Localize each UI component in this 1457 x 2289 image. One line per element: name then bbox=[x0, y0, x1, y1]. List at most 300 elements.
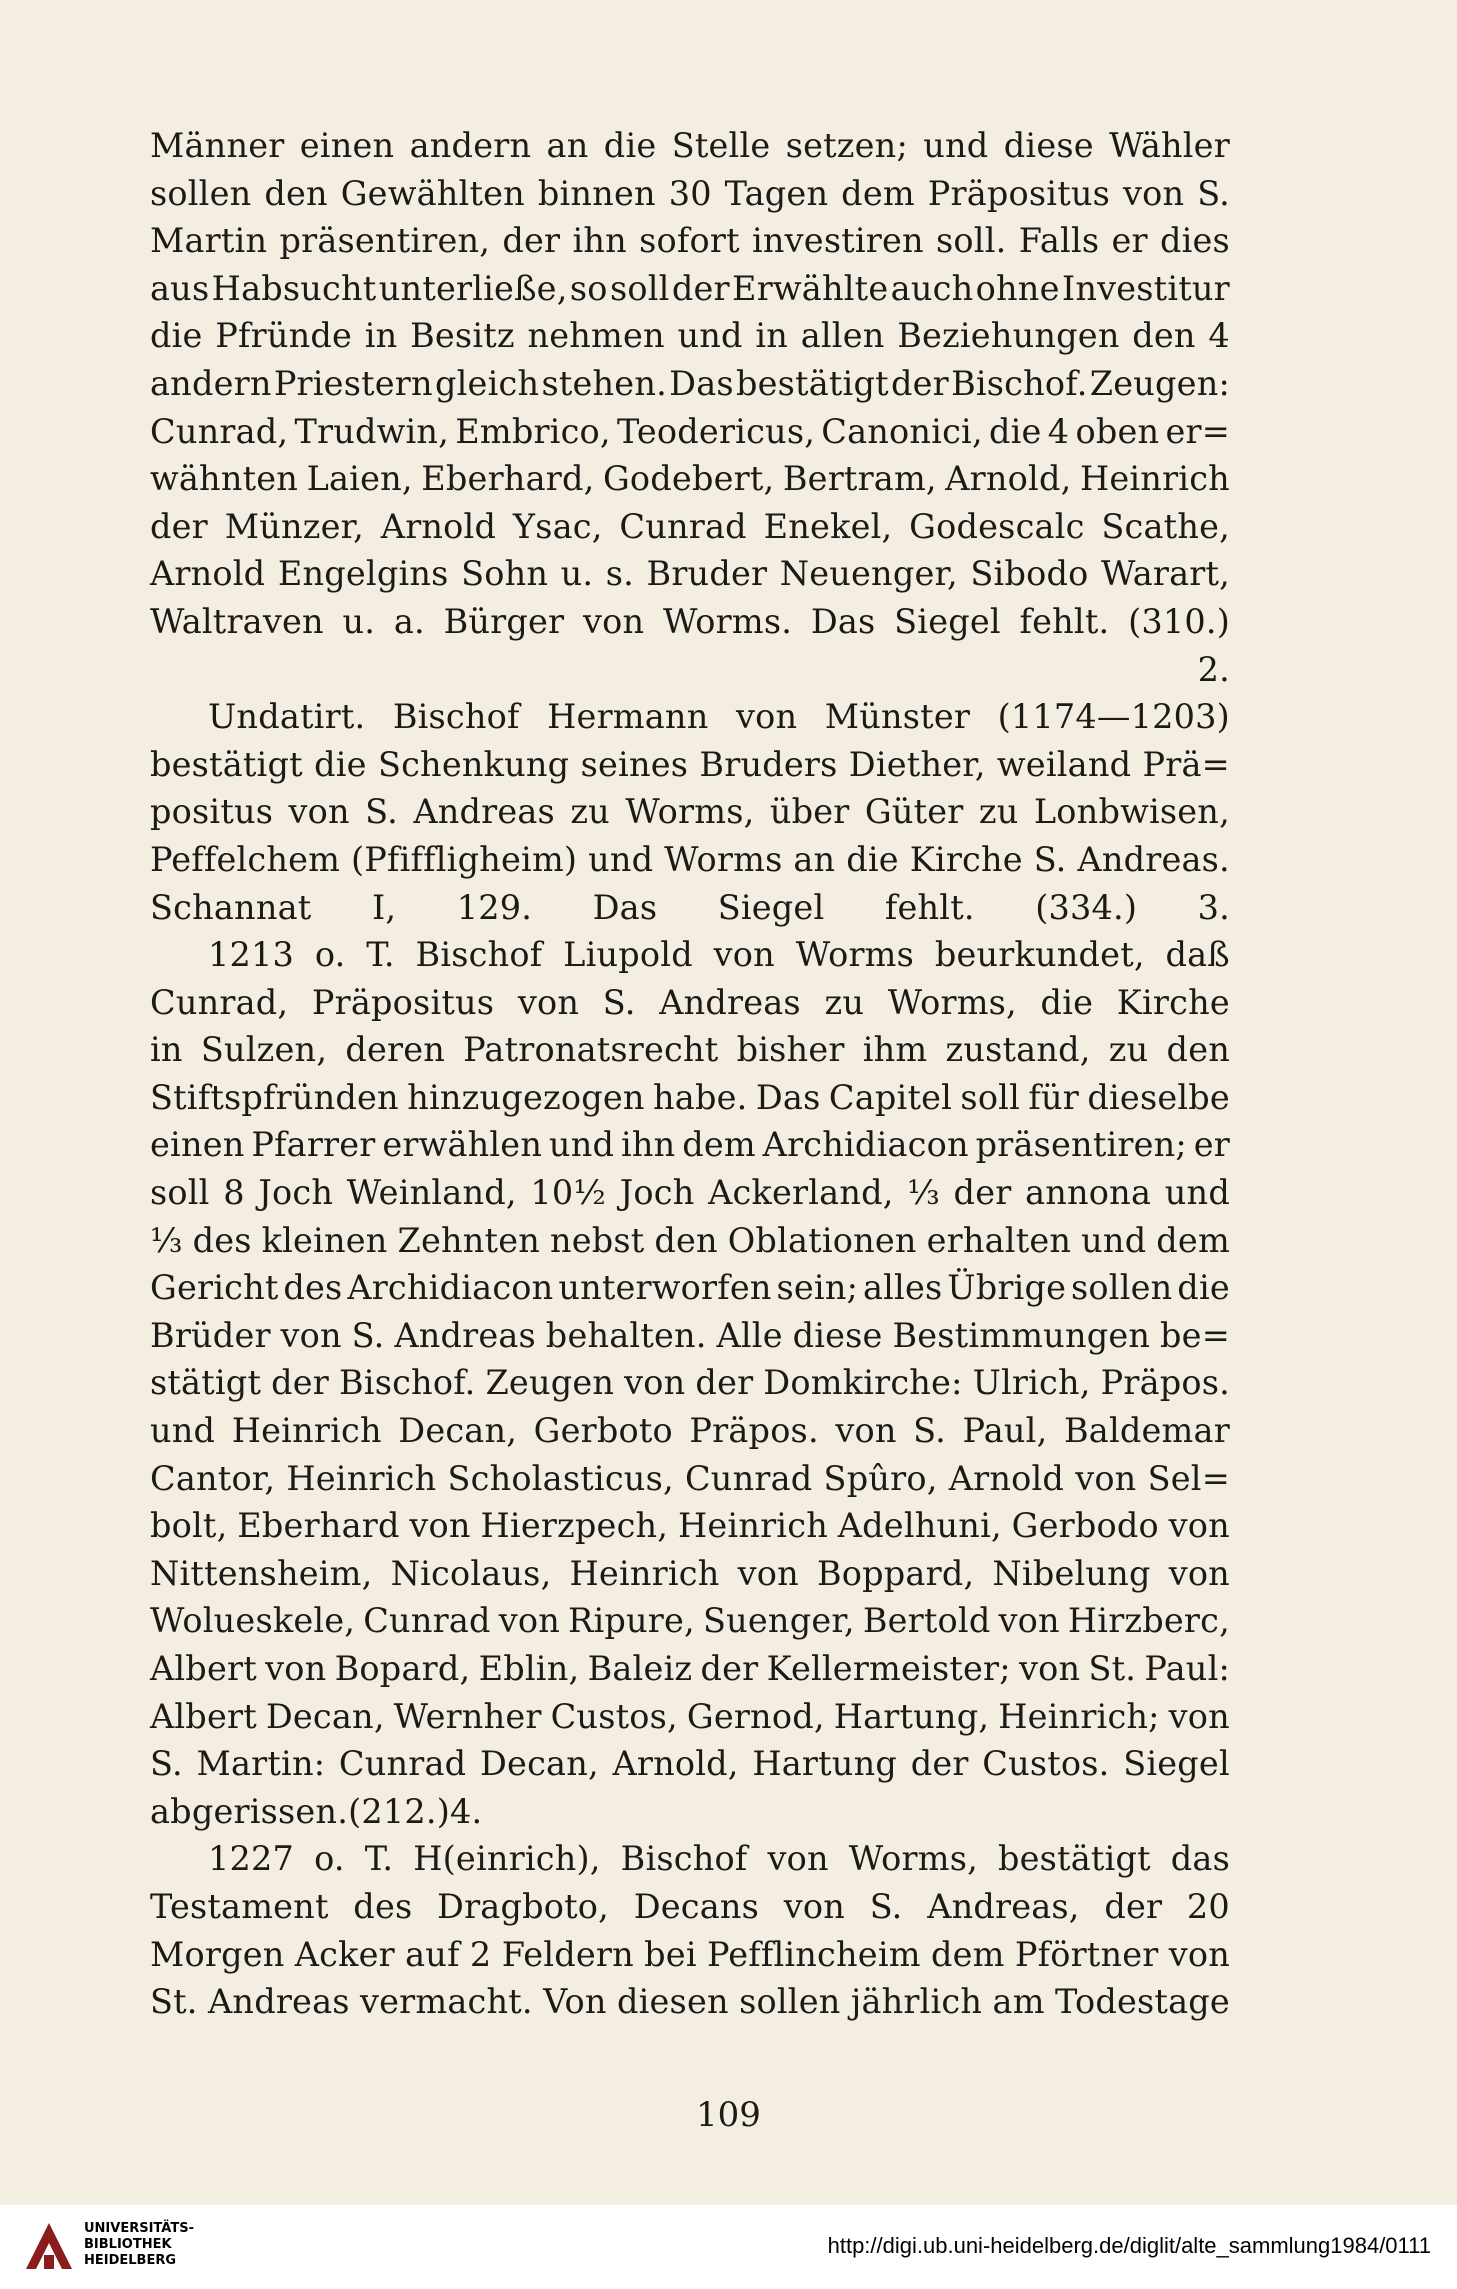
word: der bbox=[700, 1649, 759, 1688]
word: Cunrad, bbox=[150, 982, 289, 1022]
word: Habsucht bbox=[211, 268, 377, 308]
word: soll bbox=[150, 1173, 210, 1213]
word: an bbox=[793, 839, 836, 879]
word: von bbox=[835, 1411, 897, 1451]
word: Heinrich bbox=[677, 1506, 828, 1546]
word: den bbox=[1166, 1030, 1230, 1070]
word: Decan, bbox=[265, 1696, 385, 1736]
word: diese bbox=[1003, 126, 1094, 165]
word: am bbox=[992, 1982, 1045, 2022]
word: Scholasticus, bbox=[447, 1458, 674, 1498]
word: Eberhard bbox=[237, 1506, 400, 1546]
word: Baleiz bbox=[587, 1649, 693, 1688]
text-line bbox=[150, 360, 1230, 408]
word: Hartung, bbox=[833, 1696, 990, 1736]
word: von bbox=[735, 697, 798, 737]
word: a. bbox=[393, 601, 425, 641]
word: von bbox=[1168, 1506, 1230, 1546]
word: nebst bbox=[549, 1220, 645, 1260]
text-line bbox=[150, 550, 1230, 598]
word: Gerbodo bbox=[1011, 1506, 1159, 1546]
word: des bbox=[192, 1220, 252, 1260]
word: Liupold bbox=[563, 935, 693, 975]
word: Bischof bbox=[620, 1839, 748, 1879]
text-line bbox=[150, 1121, 1230, 1169]
word: Embrico, bbox=[455, 411, 611, 451]
word: soll. bbox=[936, 221, 1007, 261]
word: 4 bbox=[1047, 411, 1070, 451]
word: diesen bbox=[616, 1982, 729, 2022]
word: Zeugen: bbox=[1089, 363, 1230, 403]
word: (310.) bbox=[1128, 601, 1230, 641]
text-line bbox=[150, 836, 1230, 884]
text-line bbox=[150, 1455, 1230, 1503]
word: von bbox=[1122, 173, 1185, 213]
word: bestätigt bbox=[997, 1839, 1151, 1879]
word: von bbox=[265, 1649, 327, 1688]
word: allen bbox=[800, 316, 885, 356]
word: Bürger bbox=[443, 601, 565, 641]
word: Cunrad, bbox=[150, 411, 289, 451]
word: ihn bbox=[572, 221, 627, 261]
word: präsentiren; bbox=[975, 1125, 1187, 1165]
word: Worms, bbox=[848, 1839, 978, 1879]
word: T. bbox=[364, 1839, 394, 1879]
word: Ulrich, bbox=[972, 1363, 1091, 1403]
word: Gericht bbox=[150, 1268, 279, 1308]
word: Sulzen, bbox=[200, 1030, 328, 1070]
word: I, bbox=[371, 887, 397, 927]
word: Nibelung bbox=[992, 1553, 1151, 1593]
word: von bbox=[783, 1886, 846, 1926]
word: auf bbox=[405, 1934, 460, 1974]
word: o. bbox=[314, 1839, 345, 1879]
word: Pförtner bbox=[1014, 1934, 1159, 1974]
word: Ysac, bbox=[512, 506, 603, 546]
word: unterließe, bbox=[378, 268, 568, 308]
word: Arnold bbox=[948, 1458, 1065, 1498]
word: Das bbox=[592, 887, 658, 927]
word: Arnold, bbox=[612, 1744, 739, 1784]
word: Nittensheim, bbox=[150, 1553, 373, 1593]
word: die bbox=[314, 744, 367, 784]
word: Suenger, bbox=[702, 1601, 855, 1641]
word: Wolueskele, bbox=[150, 1601, 356, 1641]
word: von bbox=[1168, 1934, 1230, 1974]
word: zu bbox=[824, 982, 865, 1022]
word: der bbox=[271, 1363, 329, 1403]
text-line bbox=[150, 1502, 1230, 1550]
word: Güter bbox=[864, 792, 964, 832]
word: von bbox=[409, 1506, 471, 1546]
word: den bbox=[654, 1220, 718, 1260]
word: aus bbox=[150, 268, 210, 308]
word: Hermann bbox=[547, 697, 709, 737]
word: Schannat bbox=[150, 887, 312, 927]
word: Neuenger, bbox=[779, 554, 958, 594]
word: Nicolaus, bbox=[390, 1553, 552, 1593]
word: Bertold bbox=[862, 1601, 991, 1641]
word: erwählen bbox=[382, 1125, 543, 1165]
word: Decans bbox=[633, 1886, 760, 1926]
word: in bbox=[150, 1030, 183, 1070]
word: Schenkung bbox=[377, 744, 570, 784]
word: (1174—1203) bbox=[997, 697, 1230, 737]
word: ohne bbox=[975, 268, 1060, 308]
word: Cunrad bbox=[338, 1744, 467, 1784]
word: Dragboto, bbox=[437, 1886, 610, 1926]
word: Zehnten bbox=[397, 1220, 540, 1260]
word: Wernher bbox=[393, 1696, 542, 1736]
word: bei bbox=[644, 1934, 697, 1974]
text-line bbox=[150, 931, 1230, 979]
word: und bbox=[923, 126, 989, 165]
text-line bbox=[150, 1931, 1230, 1979]
word: bisher bbox=[736, 1030, 845, 1070]
word: Gerboto bbox=[533, 1411, 673, 1451]
word: Adelhuni, bbox=[837, 1506, 1002, 1546]
word: Capitel bbox=[828, 1077, 953, 1117]
word: Eblin, bbox=[478, 1649, 580, 1688]
word: Präpos. bbox=[1100, 1363, 1230, 1403]
word: zustand, bbox=[945, 1030, 1091, 1070]
word: Teodericus, bbox=[616, 411, 816, 451]
word: Heinrich bbox=[231, 1411, 382, 1451]
word: er bbox=[1193, 1125, 1230, 1165]
word: setzen; bbox=[785, 126, 908, 165]
text-line bbox=[150, 598, 1230, 646]
word: von bbox=[288, 792, 350, 832]
word: er bbox=[1111, 221, 1148, 261]
word: Hirzberc, bbox=[1067, 1601, 1230, 1641]
word: Laien, bbox=[306, 459, 413, 499]
word: zu bbox=[978, 792, 1019, 832]
word: Präpos. bbox=[689, 1411, 819, 1451]
word: Gernod, bbox=[686, 1696, 825, 1736]
text-line bbox=[150, 884, 1230, 932]
word: daß bbox=[1165, 935, 1230, 975]
text-line bbox=[150, 1693, 1230, 1741]
word: Sohn bbox=[461, 554, 549, 594]
word: Ackerland, bbox=[708, 1173, 894, 1213]
word: Hierzpech, bbox=[480, 1506, 669, 1546]
word: 2 bbox=[469, 1934, 492, 1974]
word: die bbox=[603, 126, 657, 165]
word: ⅓ bbox=[150, 1220, 183, 1260]
word: Kirche bbox=[1116, 982, 1230, 1022]
word: Cantor, bbox=[150, 1458, 276, 1498]
word: in bbox=[364, 316, 398, 356]
word: dem bbox=[682, 1125, 756, 1165]
word: Münzer, bbox=[224, 506, 364, 546]
word: S. bbox=[351, 1315, 385, 1355]
word: 8 bbox=[223, 1173, 245, 1213]
word: u. bbox=[560, 554, 594, 594]
word: Archidiacon bbox=[762, 1125, 969, 1165]
word: präsentiren, bbox=[279, 221, 491, 261]
word: Feldern bbox=[501, 1934, 634, 1974]
word: vermacht. bbox=[360, 1982, 533, 2022]
word: Domkirche: bbox=[763, 1363, 963, 1403]
word: Lonbwisen, bbox=[1033, 792, 1230, 832]
word: Bischof bbox=[415, 935, 543, 975]
word: die bbox=[1040, 982, 1094, 1022]
word: Heinrich; bbox=[998, 1696, 1160, 1736]
text-line bbox=[150, 1597, 1230, 1645]
word: Cunrad bbox=[684, 1458, 813, 1498]
word: dem bbox=[930, 1934, 1005, 1974]
word: Godebert, bbox=[602, 459, 775, 499]
word: Peffelchem bbox=[150, 839, 341, 879]
word: Worms bbox=[664, 839, 783, 879]
word: Männer bbox=[150, 126, 285, 165]
word: von bbox=[1075, 1458, 1137, 1498]
word: Bischof. bbox=[338, 1363, 476, 1403]
word: S. bbox=[602, 982, 636, 1022]
word: den bbox=[1132, 316, 1196, 356]
word: 4. bbox=[450, 1791, 483, 1831]
word: Joch bbox=[619, 1173, 695, 1213]
word: auch bbox=[890, 268, 974, 308]
text-line bbox=[150, 1407, 1230, 1455]
word: Münster bbox=[824, 697, 971, 737]
word: in bbox=[755, 316, 789, 356]
word: 20 bbox=[1186, 1886, 1230, 1926]
word: soll bbox=[609, 268, 670, 308]
word: Bischof bbox=[392, 697, 520, 737]
word: Spûro, bbox=[823, 1458, 938, 1498]
word: Scathe, bbox=[1101, 506, 1230, 546]
word: den bbox=[264, 173, 328, 213]
word: Cunrad bbox=[619, 506, 747, 546]
word: Albert bbox=[150, 1696, 257, 1736]
word: das bbox=[1170, 1839, 1230, 1879]
word: von bbox=[498, 1601, 560, 1641]
word: stehen. bbox=[541, 363, 667, 403]
word: und bbox=[1081, 1220, 1147, 1260]
word: ihm bbox=[862, 1030, 928, 1070]
word: Testament bbox=[150, 1886, 329, 1926]
word: Besitz bbox=[410, 316, 515, 356]
text-line bbox=[150, 1550, 1230, 1598]
word: o. bbox=[314, 935, 346, 975]
word: Siegel bbox=[717, 887, 825, 927]
word: Godescalc bbox=[909, 506, 1085, 546]
word: und bbox=[548, 1125, 615, 1165]
word: Von bbox=[543, 1982, 607, 2022]
word: zu bbox=[1108, 1030, 1149, 1070]
word: Gewählten bbox=[340, 173, 525, 213]
word: Joch bbox=[258, 1173, 334, 1213]
text-line bbox=[150, 170, 1230, 218]
word: dieselbe bbox=[1087, 1077, 1230, 1117]
word: an bbox=[546, 126, 589, 165]
word: der bbox=[910, 1744, 969, 1784]
word: Worms bbox=[795, 935, 915, 975]
word: Bruder bbox=[646, 554, 768, 594]
word: Andreas bbox=[394, 1315, 536, 1355]
text-line bbox=[150, 503, 1230, 551]
word: Hartung bbox=[752, 1744, 898, 1784]
word: investiren bbox=[751, 221, 924, 261]
word: diese bbox=[792, 1315, 883, 1355]
word: deren bbox=[345, 1030, 446, 1070]
word: sollen bbox=[150, 173, 252, 213]
word: Tagen bbox=[724, 173, 829, 213]
word: Albert bbox=[150, 1649, 257, 1688]
body-text bbox=[150, 122, 1230, 2026]
word: stätigt bbox=[150, 1363, 262, 1403]
word: Diether, bbox=[848, 744, 986, 784]
word: Alle bbox=[716, 1315, 783, 1355]
text-line bbox=[150, 1312, 1230, 1360]
word: annona bbox=[1025, 1173, 1152, 1213]
word: Waltraven bbox=[150, 601, 324, 641]
word: Eberhard, bbox=[421, 459, 595, 499]
word: Paul, bbox=[962, 1411, 1048, 1451]
word: Arnold bbox=[380, 506, 497, 546]
word: S. bbox=[913, 1411, 946, 1451]
word: Arnold, bbox=[945, 459, 1072, 499]
word: unterworfen bbox=[558, 1268, 772, 1308]
word: einen bbox=[299, 126, 395, 165]
word: S. bbox=[365, 792, 398, 832]
word: Martin: bbox=[196, 1744, 326, 1784]
text-line bbox=[150, 122, 1230, 170]
word: be= bbox=[1160, 1315, 1230, 1355]
word: Weinland, bbox=[346, 1173, 517, 1213]
word: St. bbox=[1088, 1649, 1137, 1688]
word: von bbox=[624, 1363, 686, 1403]
text-line bbox=[150, 455, 1230, 503]
word: und bbox=[1164, 1173, 1230, 1213]
word: des bbox=[353, 1886, 413, 1926]
word: und bbox=[150, 1411, 216, 1451]
word: (Pfiffligheim) bbox=[351, 839, 578, 879]
word: positus bbox=[150, 792, 274, 832]
word: S. bbox=[150, 1744, 183, 1784]
text-line bbox=[150, 979, 1230, 1027]
text-line bbox=[150, 265, 1230, 313]
text-line bbox=[150, 1978, 1230, 2026]
word: Wähler bbox=[1109, 126, 1230, 165]
word: Undatirt. bbox=[208, 697, 366, 737]
word: Siegel bbox=[1123, 1744, 1230, 1784]
word: Patronatsrecht bbox=[463, 1030, 719, 1070]
word: Siegel bbox=[894, 601, 1001, 641]
word: Bischof. bbox=[951, 363, 1088, 403]
word: Andreas, bbox=[927, 1886, 1080, 1926]
word: 3. bbox=[1197, 887, 1230, 927]
text-line bbox=[150, 693, 1230, 741]
word: Präpositus bbox=[927, 173, 1111, 213]
word: Worms. bbox=[662, 601, 793, 641]
word: S. bbox=[1197, 173, 1230, 213]
word: Stiftspfründen bbox=[150, 1077, 399, 1117]
word: bestätigt bbox=[150, 744, 303, 784]
word: der bbox=[671, 268, 730, 308]
word: von bbox=[1168, 1696, 1230, 1736]
word: Bruders bbox=[699, 744, 838, 784]
word: habe. bbox=[653, 1077, 748, 1117]
word: Archidiacon bbox=[347, 1268, 554, 1308]
word: für bbox=[1028, 1077, 1079, 1117]
word: von bbox=[1168, 1553, 1230, 1593]
word: Bertram, bbox=[782, 459, 937, 499]
text-line bbox=[150, 1740, 1230, 1788]
word: der bbox=[502, 221, 561, 261]
word: 4 bbox=[1208, 316, 1230, 356]
word: Martin bbox=[150, 221, 268, 261]
text-line bbox=[150, 1074, 1230, 1122]
word: Enekel, bbox=[763, 506, 893, 546]
text-line bbox=[150, 788, 1230, 836]
word: dies bbox=[1159, 221, 1230, 261]
word: 30 bbox=[668, 173, 712, 213]
text-line bbox=[150, 1169, 1230, 1217]
word: Präpositus bbox=[311, 982, 495, 1022]
text-line bbox=[150, 1264, 1230, 1312]
source-url-link[interactable]: http://digi.ub.uni-heidelberg.de/diglit/alte_sammlung1984/0111 bbox=[827, 2233, 1431, 2258]
word: s. bbox=[605, 554, 635, 594]
word: binnen bbox=[537, 173, 656, 213]
page-number: 109 bbox=[696, 2095, 761, 2135]
word: Heinrich bbox=[286, 1458, 437, 1498]
word: Bestimmungen bbox=[892, 1315, 1151, 1355]
word: bolt, bbox=[150, 1506, 228, 1546]
word: abgerissen. bbox=[150, 1791, 349, 1831]
text-line bbox=[150, 1026, 1230, 1074]
word: ihn bbox=[620, 1125, 676, 1165]
library-name-line: BIBLIOTHEK bbox=[84, 2237, 172, 2252]
text-line bbox=[150, 312, 1230, 360]
word: soll bbox=[960, 1077, 1021, 1117]
footer-bar bbox=[0, 2205, 1457, 2289]
word: Todestage bbox=[1055, 1982, 1230, 2022]
library-logo-icon bbox=[22, 2219, 76, 2273]
word: sollen bbox=[739, 1982, 841, 2022]
word: die bbox=[989, 411, 1042, 451]
word: von bbox=[280, 1315, 342, 1355]
word: und bbox=[588, 839, 654, 879]
word: Custos. bbox=[982, 1744, 1110, 1784]
word: und bbox=[677, 316, 743, 356]
word: fehlt. bbox=[1019, 601, 1110, 641]
text-line bbox=[150, 1835, 1230, 1883]
word: von bbox=[737, 1553, 799, 1593]
word: Pfründe bbox=[215, 316, 353, 356]
word: Trudwin, bbox=[294, 411, 450, 451]
word: Worms, bbox=[887, 982, 1017, 1022]
word: erhalten bbox=[926, 1220, 1072, 1260]
word: von bbox=[1018, 1649, 1081, 1688]
word: Andreas bbox=[208, 1982, 350, 2022]
word: 1213 bbox=[208, 935, 295, 975]
word: Pfarrer bbox=[251, 1125, 376, 1165]
word: Das bbox=[669, 363, 734, 403]
word: er= bbox=[1165, 411, 1230, 451]
word: Cunrad bbox=[363, 1601, 491, 1641]
word: Brüder bbox=[150, 1315, 271, 1355]
word: Andreas bbox=[413, 792, 555, 832]
word: sofort bbox=[639, 221, 740, 261]
word: von bbox=[517, 982, 580, 1022]
word: Arnold bbox=[150, 554, 266, 594]
word: Oblationen bbox=[727, 1220, 917, 1260]
library-name-line: HEIDELBERG bbox=[84, 2253, 177, 2268]
word: von bbox=[713, 935, 775, 975]
text-line bbox=[150, 1359, 1230, 1407]
